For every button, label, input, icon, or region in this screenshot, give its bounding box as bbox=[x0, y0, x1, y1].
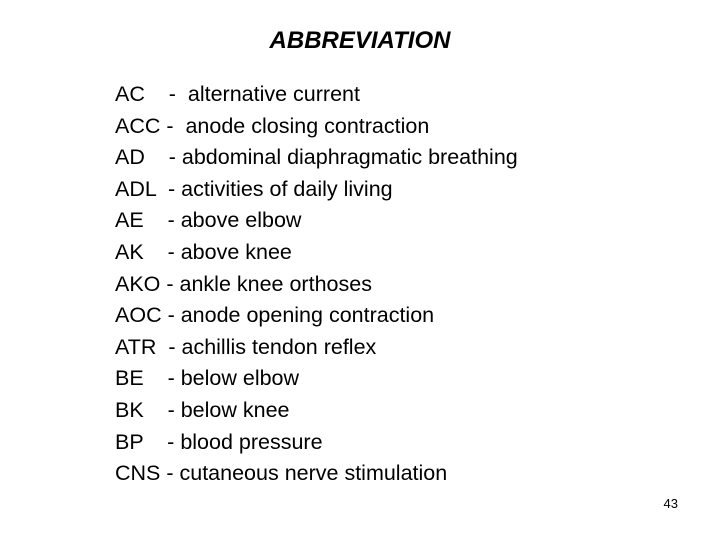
page-number: 43 bbox=[663, 496, 678, 511]
abbreviation-entry-ae: AE - above elbow bbox=[115, 208, 302, 233]
abbreviation-entry-cns: CNS - cutaneous nerve stimulation bbox=[115, 461, 448, 486]
abbreviation-entry-ak: AK - above knee bbox=[115, 239, 292, 264]
abbreviation-entry-aoc: AOC - anode opening contraction bbox=[115, 303, 435, 328]
abbreviation-entry-bk: BK - below knee bbox=[115, 397, 290, 422]
abbreviation-entry-bp: BP - blood pressure bbox=[115, 429, 323, 454]
abbreviation-entry-ac: AC - alternative current bbox=[115, 82, 360, 106]
abbreviation-entry-be: BE - below elbow bbox=[115, 366, 300, 391]
abbreviation-entry-acc: ACC - anode closing contraction bbox=[115, 113, 430, 138]
abbreviation-entry-adl: ADL - activities of daily living bbox=[115, 176, 393, 201]
abbreviation-entry-atr: ATR - achillis tendon reflex bbox=[115, 334, 377, 359]
abbreviation-entry-ako: AKO - ankle knee orthoses bbox=[115, 271, 372, 296]
abbreviation-entry-ad: AD - abdominal diaphragmatic breathing bbox=[115, 145, 518, 170]
slide-title: ABBREVIATION bbox=[269, 27, 451, 54]
abbreviation-list bbox=[115, 79, 518, 490]
